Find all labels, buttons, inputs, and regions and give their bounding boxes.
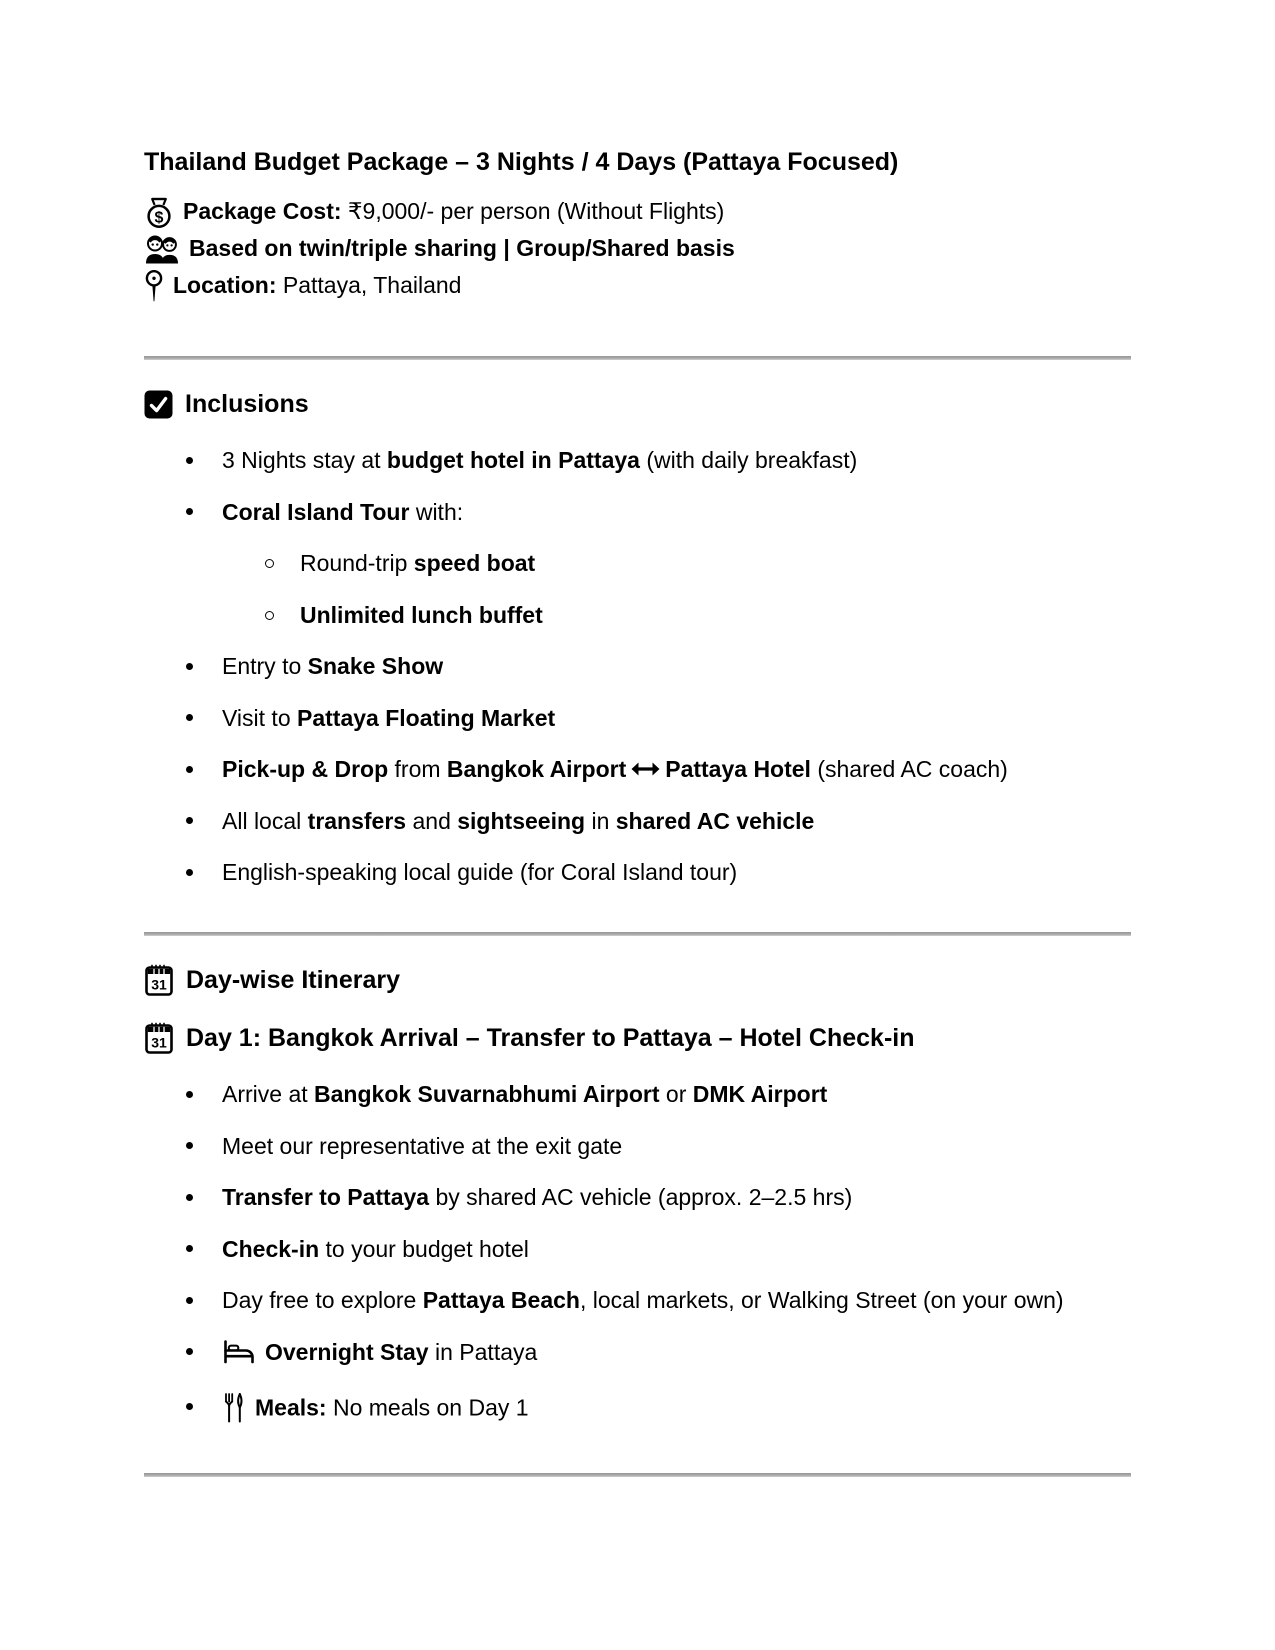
- text-segment: Day-wise Itinerary: [186, 965, 400, 994]
- bullet-item: [144, 652, 1131, 680]
- text-segment: Transfer to Pattaya: [222, 1184, 430, 1210]
- text-segment: Round-trip: [300, 550, 414, 576]
- text-segment: Pattaya Floating Market: [297, 704, 556, 731]
- text-segment: or: [659, 1081, 693, 1107]
- text-segment: Bangkok Airport: [446, 756, 627, 782]
- bullet-item: [144, 1132, 1131, 1160]
- bullet-text: [222, 755, 1131, 783]
- heading-text: [186, 1024, 915, 1053]
- bullet-marker: [186, 817, 193, 824]
- text-segment: Unlimited lunch buffet: [300, 601, 543, 628]
- checkbox-icon: [144, 390, 173, 419]
- package-cost-line: [144, 193, 1131, 230]
- text-segment: Entry to: [222, 653, 308, 679]
- sub-bullet-item: [144, 549, 1131, 577]
- text-segment: Based on twin/triple sharing | Group/Shared basis: [189, 235, 735, 261]
- text-segment: Meet our representative at the exit gate: [222, 1132, 623, 1159]
- bullet-marker: [186, 714, 193, 721]
- bullet-marker: [186, 1194, 193, 1201]
- bullet-text: [222, 1080, 1131, 1108]
- text-segment: transfers: [307, 807, 407, 834]
- text-segment: Pattaya Beach: [422, 1287, 580, 1313]
- bullet-text: [222, 446, 1131, 474]
- text-segment: in: [585, 807, 616, 834]
- heading-text: [186, 966, 400, 995]
- bullet-item: [144, 858, 1131, 886]
- text-segment: Arrive at: [222, 1081, 315, 1107]
- text-segment: English-speaking local guide (for Coral Island tour): [222, 859, 738, 885]
- bullet-marker: [186, 1091, 193, 1098]
- bullet-text: [222, 858, 1131, 886]
- text-segment: Coral Island Tour: [222, 498, 410, 525]
- text-segment: Pattaya Hotel: [665, 756, 811, 782]
- text-segment: Check-in: [222, 1235, 320, 1262]
- bullet-text: [300, 601, 1131, 629]
- text-segment: sightseeing: [457, 807, 586, 834]
- text-segment: from: [388, 756, 447, 782]
- text-segment: Day free to explore: [222, 1287, 423, 1313]
- bullet-text: [222, 498, 1131, 526]
- left-right-arrow-icon: [630, 760, 661, 778]
- text-segment: Meals:: [255, 1395, 327, 1421]
- text-segment: shared AC vehicle: [615, 807, 815, 834]
- bullet-marker: [186, 1348, 193, 1355]
- text-segment: budget hotel in Pattaya: [386, 447, 640, 473]
- text-segment: Pick-up & Drop: [222, 756, 389, 782]
- bullet-item: [144, 704, 1131, 732]
- text-segment: Visit to: [222, 704, 297, 731]
- sub-bullet-item: [144, 601, 1131, 629]
- bullet-text: [300, 549, 1131, 577]
- calendar-icon: [144, 1022, 174, 1054]
- text-segment: speed boat: [413, 550, 536, 576]
- text-segment: , local markets, or Walking Street (on your own): [579, 1287, 1064, 1313]
- text-segment: to your budget hotel: [319, 1235, 529, 1262]
- bullet-text: [222, 1183, 1131, 1211]
- text-segment: (with daily breakfast): [639, 447, 858, 473]
- text-segment: Package Cost:: [183, 198, 348, 224]
- bullet-text: [222, 1392, 1131, 1427]
- text-segment: Location:: [173, 272, 283, 298]
- bullet-marker: [186, 869, 193, 876]
- bed-icon: [222, 1338, 256, 1365]
- heading-text: [185, 390, 309, 419]
- bullet-item: [144, 1183, 1131, 1211]
- bullet-item: [144, 1235, 1131, 1263]
- bullet-item: [144, 807, 1131, 835]
- meta-text: [183, 198, 724, 225]
- bullet-item: [144, 446, 1131, 474]
- meta-text: [189, 235, 735, 262]
- svg-text:$: $: [154, 208, 164, 226]
- fork-knife-icon: [222, 1392, 246, 1423]
- bullet-item: [144, 1080, 1131, 1108]
- text-segment: and: [406, 807, 458, 834]
- text-segment: with:: [409, 498, 464, 525]
- bullet-text: [222, 807, 1131, 835]
- text-segment: No meals on Day 1: [326, 1395, 529, 1421]
- svg-text:31: 31: [151, 976, 167, 993]
- text-segment: Inclusions: [185, 389, 309, 418]
- section-divider: [144, 932, 1131, 936]
- sub-bullet-marker: [265, 611, 274, 620]
- bullet-marker: [186, 1245, 193, 1252]
- bullet-item: [144, 1338, 1131, 1369]
- bullet-text: [222, 1235, 1131, 1263]
- bullet-marker: [186, 663, 193, 670]
- people-icon: [144, 233, 180, 264]
- text-segment: by shared AC vehicle (approx. 2–2.5 hrs): [429, 1184, 853, 1210]
- bullet-item: [144, 1286, 1131, 1314]
- bullet-text: [222, 652, 1131, 680]
- text-segment: (shared AC coach): [810, 756, 1008, 782]
- doc-title: [144, 147, 1131, 177]
- sharing-basis-line: [144, 230, 1131, 267]
- text-segment: Snake Show: [307, 653, 444, 679]
- itinerary-heading: [144, 964, 1131, 996]
- calendar-icon: [144, 964, 174, 996]
- bullet-marker: [186, 1297, 193, 1304]
- text-segment: Day 1: Bangkok Arrival – Transfer to Pattaya – Hotel Check-in: [186, 1023, 915, 1052]
- section-divider: [144, 356, 1131, 360]
- location-pin-icon: [144, 269, 164, 303]
- bullet-marker: [186, 1142, 193, 1149]
- bullet-marker: [186, 766, 193, 773]
- text-segment: Overnight Stay: [265, 1338, 429, 1365]
- section-divider: [144, 1473, 1131, 1477]
- text-segment: 3 Nights stay at: [222, 447, 387, 473]
- text-segment: All local: [222, 807, 308, 834]
- bullet-text: [222, 1286, 1131, 1314]
- bullet-marker: [186, 508, 193, 515]
- bullet-marker: [186, 457, 193, 464]
- money-bag-icon: [144, 195, 174, 229]
- day1-heading: [144, 1022, 1131, 1054]
- text-segment: Pattaya, Thailand: [282, 272, 462, 298]
- text-segment: in Pattaya: [428, 1338, 538, 1365]
- bullet-text: [222, 1132, 1131, 1160]
- text-segment: ₹9,000/- per person (Without Flights): [347, 198, 725, 224]
- meta-text: [173, 272, 461, 299]
- bullet-item: [144, 1392, 1131, 1427]
- bullet-marker: [186, 1403, 193, 1410]
- sub-bullet-marker: [265, 559, 274, 568]
- text-segment: Bangkok Suvarnabhumi Airport: [314, 1081, 660, 1107]
- bullet-item: [144, 755, 1131, 783]
- bullet-item: [144, 498, 1131, 526]
- document-content: [144, 147, 1131, 1477]
- bullet-text: [222, 1338, 1131, 1369]
- location-line: [144, 267, 1131, 304]
- svg-text:31: 31: [151, 1034, 167, 1051]
- text-segment: DMK Airport: [692, 1081, 828, 1107]
- text-segment: Thailand Budget Package – 3 Nights / 4 Days (Pattaya Focused): [144, 148, 899, 176]
- bullet-text: [222, 704, 1131, 732]
- inclusions-heading: [144, 388, 1131, 420]
